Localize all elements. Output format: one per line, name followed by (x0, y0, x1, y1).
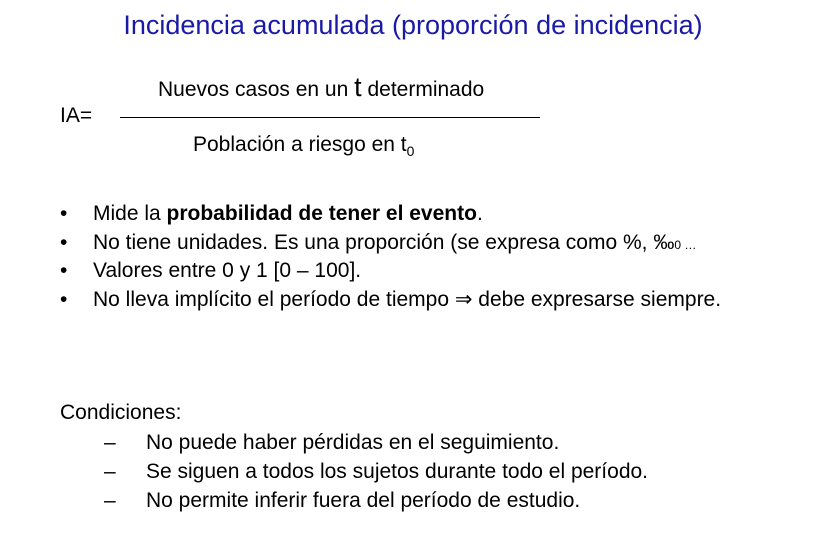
bullet-icon: • (60, 202, 68, 225)
bullet-icon: • (60, 230, 68, 254)
bullet-icon: • (60, 287, 68, 311)
numerator-text-start: Nuevos casos en un (158, 78, 355, 101)
fraction-numerator (158, 72, 484, 103)
denominator-text: Población a riesgo en t (193, 133, 407, 156)
properties-list (60, 200, 721, 314)
denominator-subscript: 0 (406, 143, 415, 159)
dash-icon: – (104, 431, 116, 454)
list-item (60, 200, 721, 229)
bullet-emphasis: probabilidad de tener el evento (166, 202, 477, 225)
bullet-text-start: Mide la (93, 202, 167, 225)
list-item (104, 487, 648, 516)
bullet-text: Valores entre 0 y 1 [0 – 100]. (93, 259, 362, 282)
formula-label: IA= (60, 104, 93, 127)
conditions-list (104, 429, 648, 516)
bullet-text: No lleva implícito el período de tiempo ⇒ debe expresarse siempre. (93, 287, 722, 311)
condition-text: No permite inferir fuera del período de estudio. (146, 489, 581, 512)
fraction-line (120, 117, 540, 118)
list-item (104, 429, 648, 458)
numerator-text-end: determinado (361, 78, 485, 101)
dash-icon: – (104, 460, 116, 483)
slide-title: Incidencia acumulada (proporción de incidencia) (123, 10, 703, 40)
numerator-time-variable: t (354, 72, 362, 102)
dash-icon: – (104, 489, 116, 512)
fraction-denominator (193, 133, 414, 159)
conditions-heading: Condiciones: (60, 401, 182, 424)
bullet-small-text: 0 … (674, 237, 697, 252)
bullet-icon: • (60, 259, 68, 282)
condition-text: Se siguen a todos los sujetos durante todo el período. (146, 460, 649, 483)
condition-text: No puede haber pérdidas en el seguimiento. (146, 431, 560, 454)
bullet-text-end: . (476, 202, 483, 225)
list-item (104, 458, 648, 487)
bullet-text: No tiene unidades. Es una proporción (se expresa como %, ‰ (93, 230, 675, 254)
list-item (60, 257, 721, 286)
list-item (60, 229, 721, 258)
list-item (60, 286, 721, 315)
